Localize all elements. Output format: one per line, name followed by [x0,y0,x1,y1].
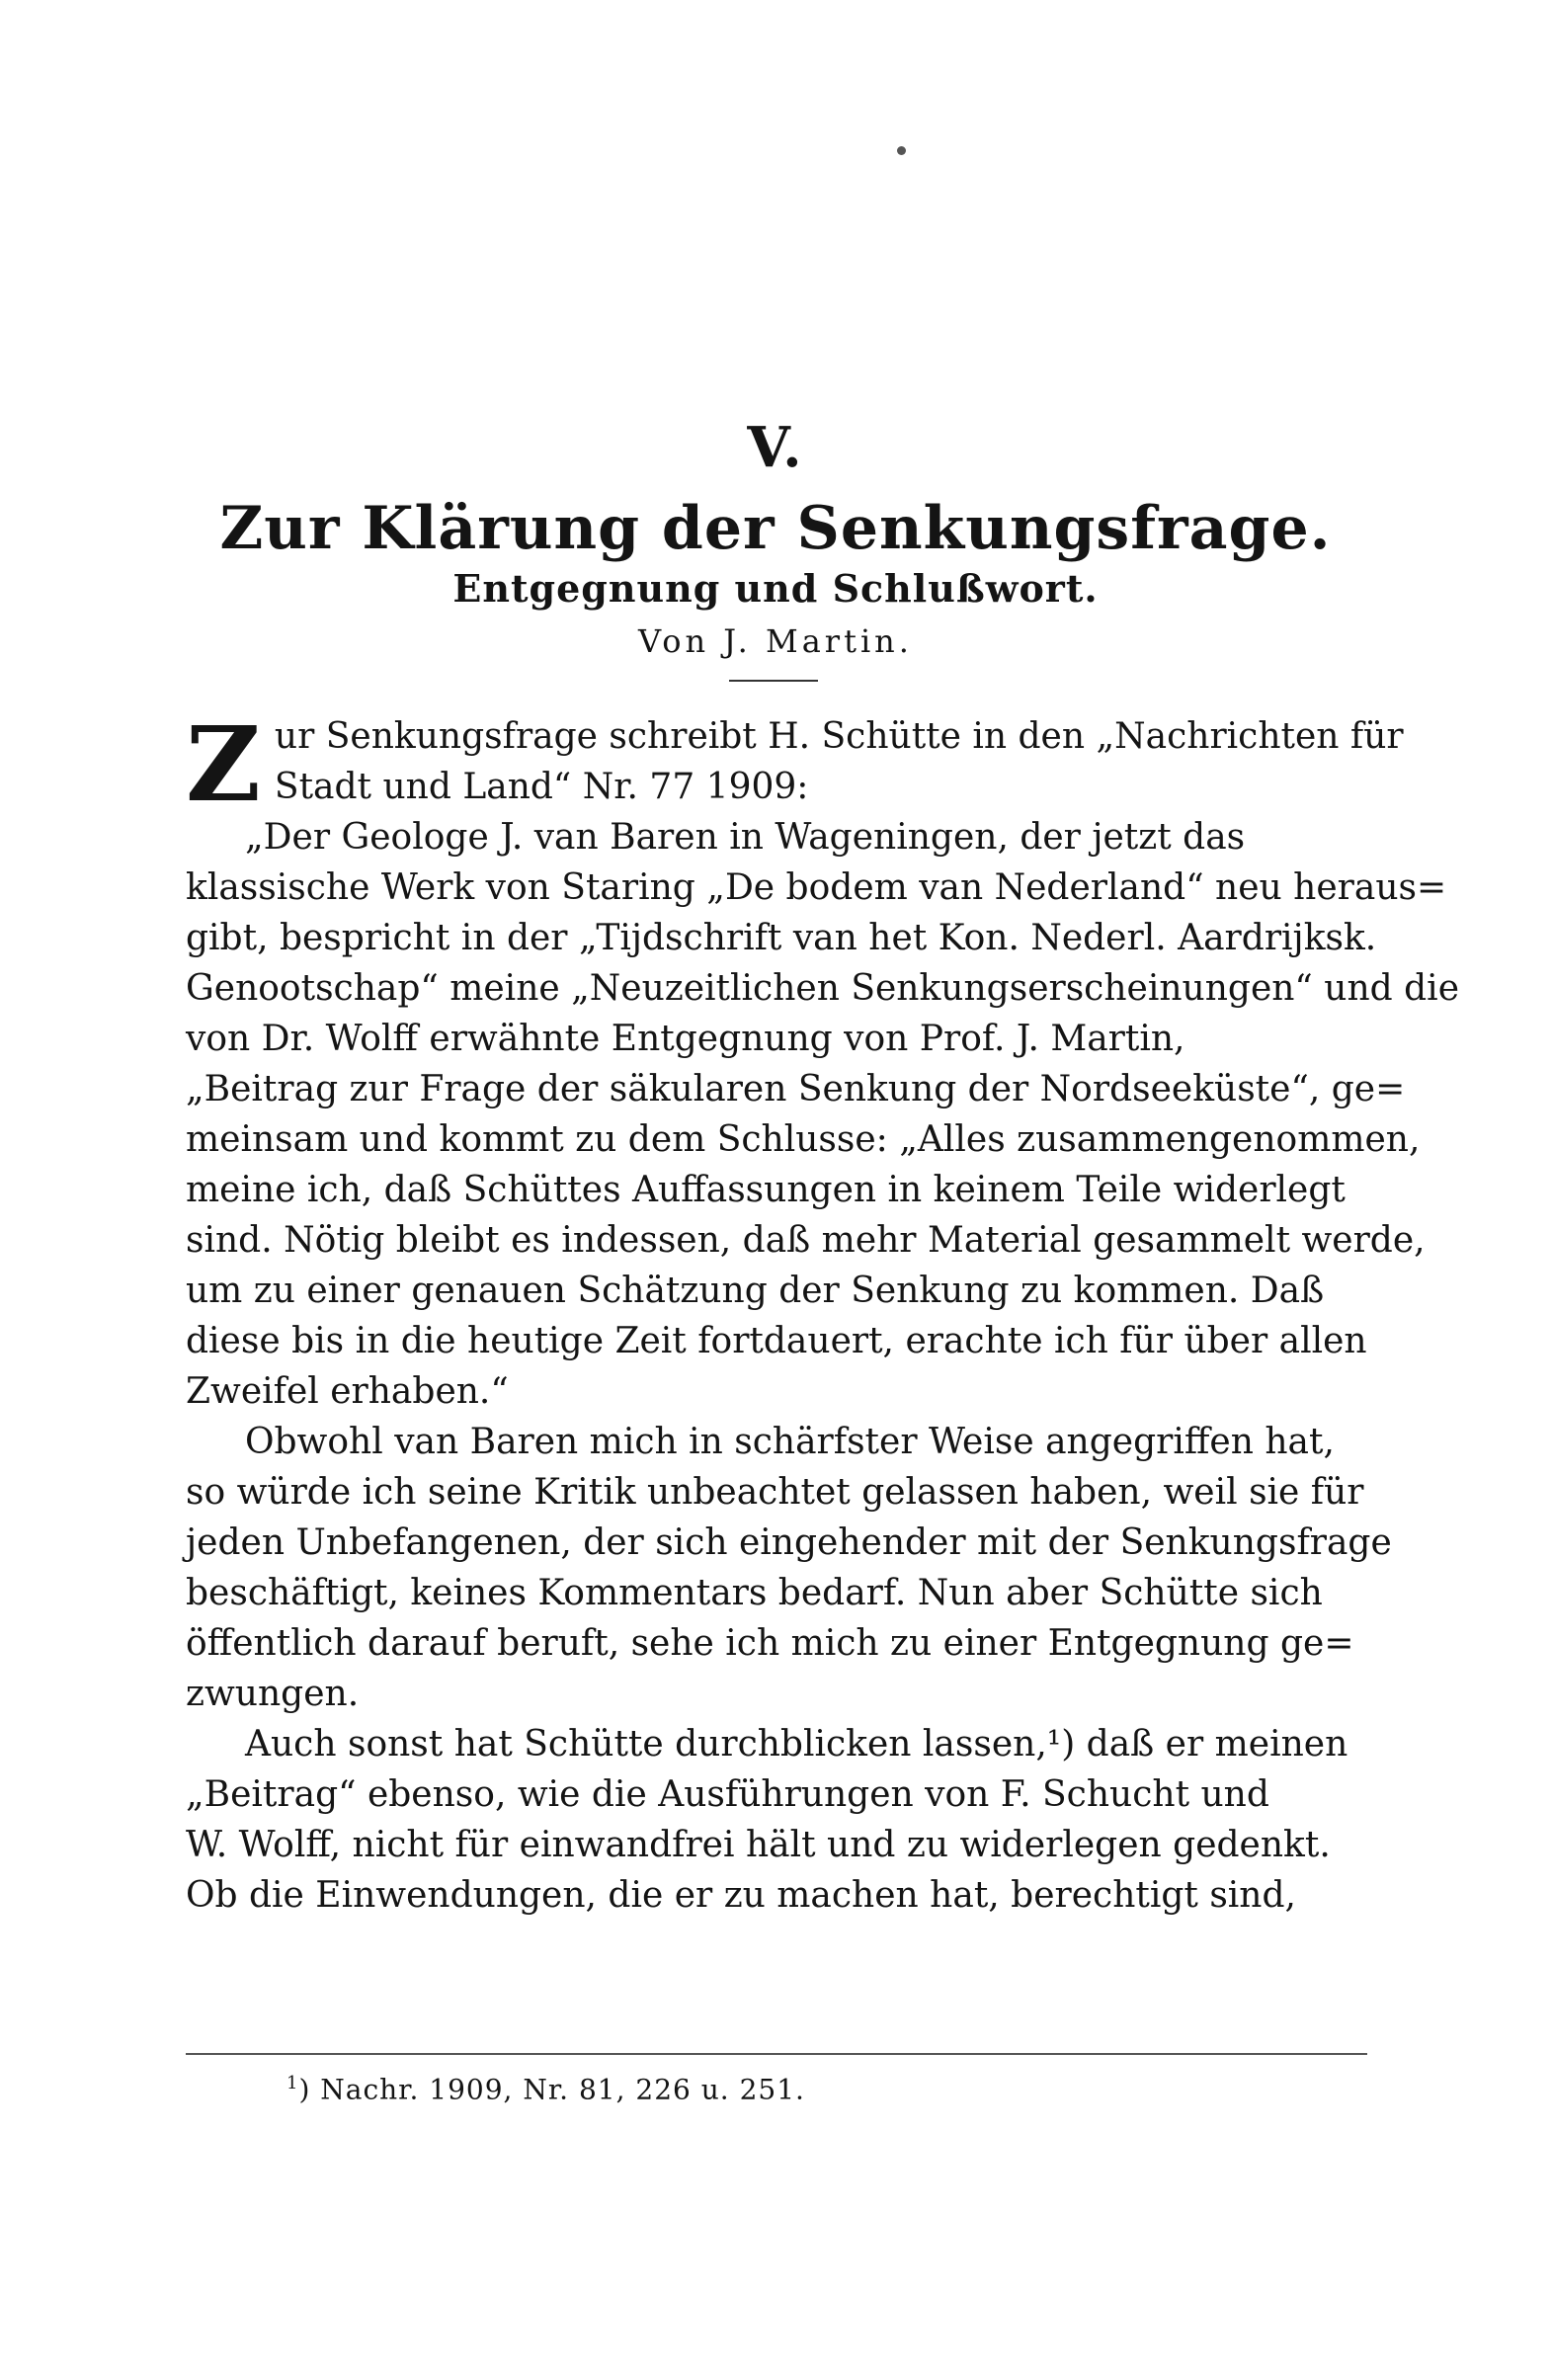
text-line: meine ich, daß Schüttes Auffassungen in keinem Teile widerlegt [186,1170,1346,1210]
text-line: Obwohl van Baren mich in schärfster Weise angegriffen hat, [245,1422,1335,1462]
text-line: sind. Nötig bleibt es indessen, daß mehr Material gesammelt werde, [186,1220,1426,1261]
text-line: „Beitrag“ ebenso, wie die Ausführungen von F. Schucht und [186,1774,1269,1815]
text-line: „Beitrag zur Frage der säkularen Senkung der Nordseeküste“, ge= [186,1069,1406,1109]
title-divider [729,680,818,682]
author-line: Von J. Martin. [638,622,913,660]
text-line: beschäftigt, keines Kommentars bedarf. Nun aber Schütte sich [186,1573,1323,1613]
drop-cap: Z [186,703,261,825]
text-line: „Der Geologe J. van Baren in Wageningen, der jetzt das [245,817,1246,858]
text-line: gibt, bespricht in der „Tijdschrift van het Kon. Nederl. Aardrijksk. [186,918,1377,958]
chapter-number: V. [747,415,804,480]
text-line: Ob die Einwendungen, die er zu machen hat, berechtigt sind, [186,1875,1296,1916]
footnote-text: ) Nachr. 1909, Nr. 81, 226 u. 251. [298,2073,805,2106]
body-text [186,703,1460,1921]
text-line: W. Wolff, nicht für einwandfrei hält und zu widerlegen gedenkt. [186,1825,1331,1865]
text-line: klassische Werk von Staring „De bodem van Nederland“ neu heraus= [186,867,1447,908]
footnote-mark: 1 [286,2073,299,2093]
text-line: um zu einer genauen Schätzung der Senkung zu kommen. Daß [186,1271,1325,1311]
speck [897,146,906,155]
text-line: Stadt und Land“ Nr. 77 1909: [274,767,809,807]
text-line: jeden Unbefangenen, der sich eingehender mit der Senkungsfrage [186,1522,1392,1563]
text-line: ur Senkungsfrage schreibt H. Schütte in den „Nachrichten für [274,716,1404,757]
text-line: zwungen. [186,1674,360,1714]
text-line: öffentlich darauf beruft, sehe ich mich zu einer Entgegnung ge= [186,1623,1354,1664]
text-line: so würde ich seine Kritik unbeachtet gelassen haben, weil sie für [186,1472,1364,1513]
first-paragraph [186,703,1404,825]
article-title: Zur Klärung der Senkungsfrage. [219,494,1332,563]
article-subtitle: Entgegnung und Schlußwort. [452,566,1099,611]
footnote [286,2073,805,2105]
text-line: diese bis in die heutige Zeit fortdauert, erachte ich für über allen [186,1321,1367,1361]
footnote-divider [186,2053,1367,2055]
text-line: Auch sonst hat Schütte durchblicken lassen,¹) daß er meinen [245,1724,1348,1764]
text-line: Zweifel erhaben.“ [186,1371,509,1412]
text-line: meinsam und kommt zu dem Schlusse: „Alles zusammengenommen, [186,1119,1421,1160]
text-line: Genootschap“ meine „Neuzeitlichen Senkungserscheinungen“ und die [186,968,1460,1009]
text-line: von Dr. Wolff erwähnte Entgegnung von Prof. J. Martin, [186,1019,1185,1059]
